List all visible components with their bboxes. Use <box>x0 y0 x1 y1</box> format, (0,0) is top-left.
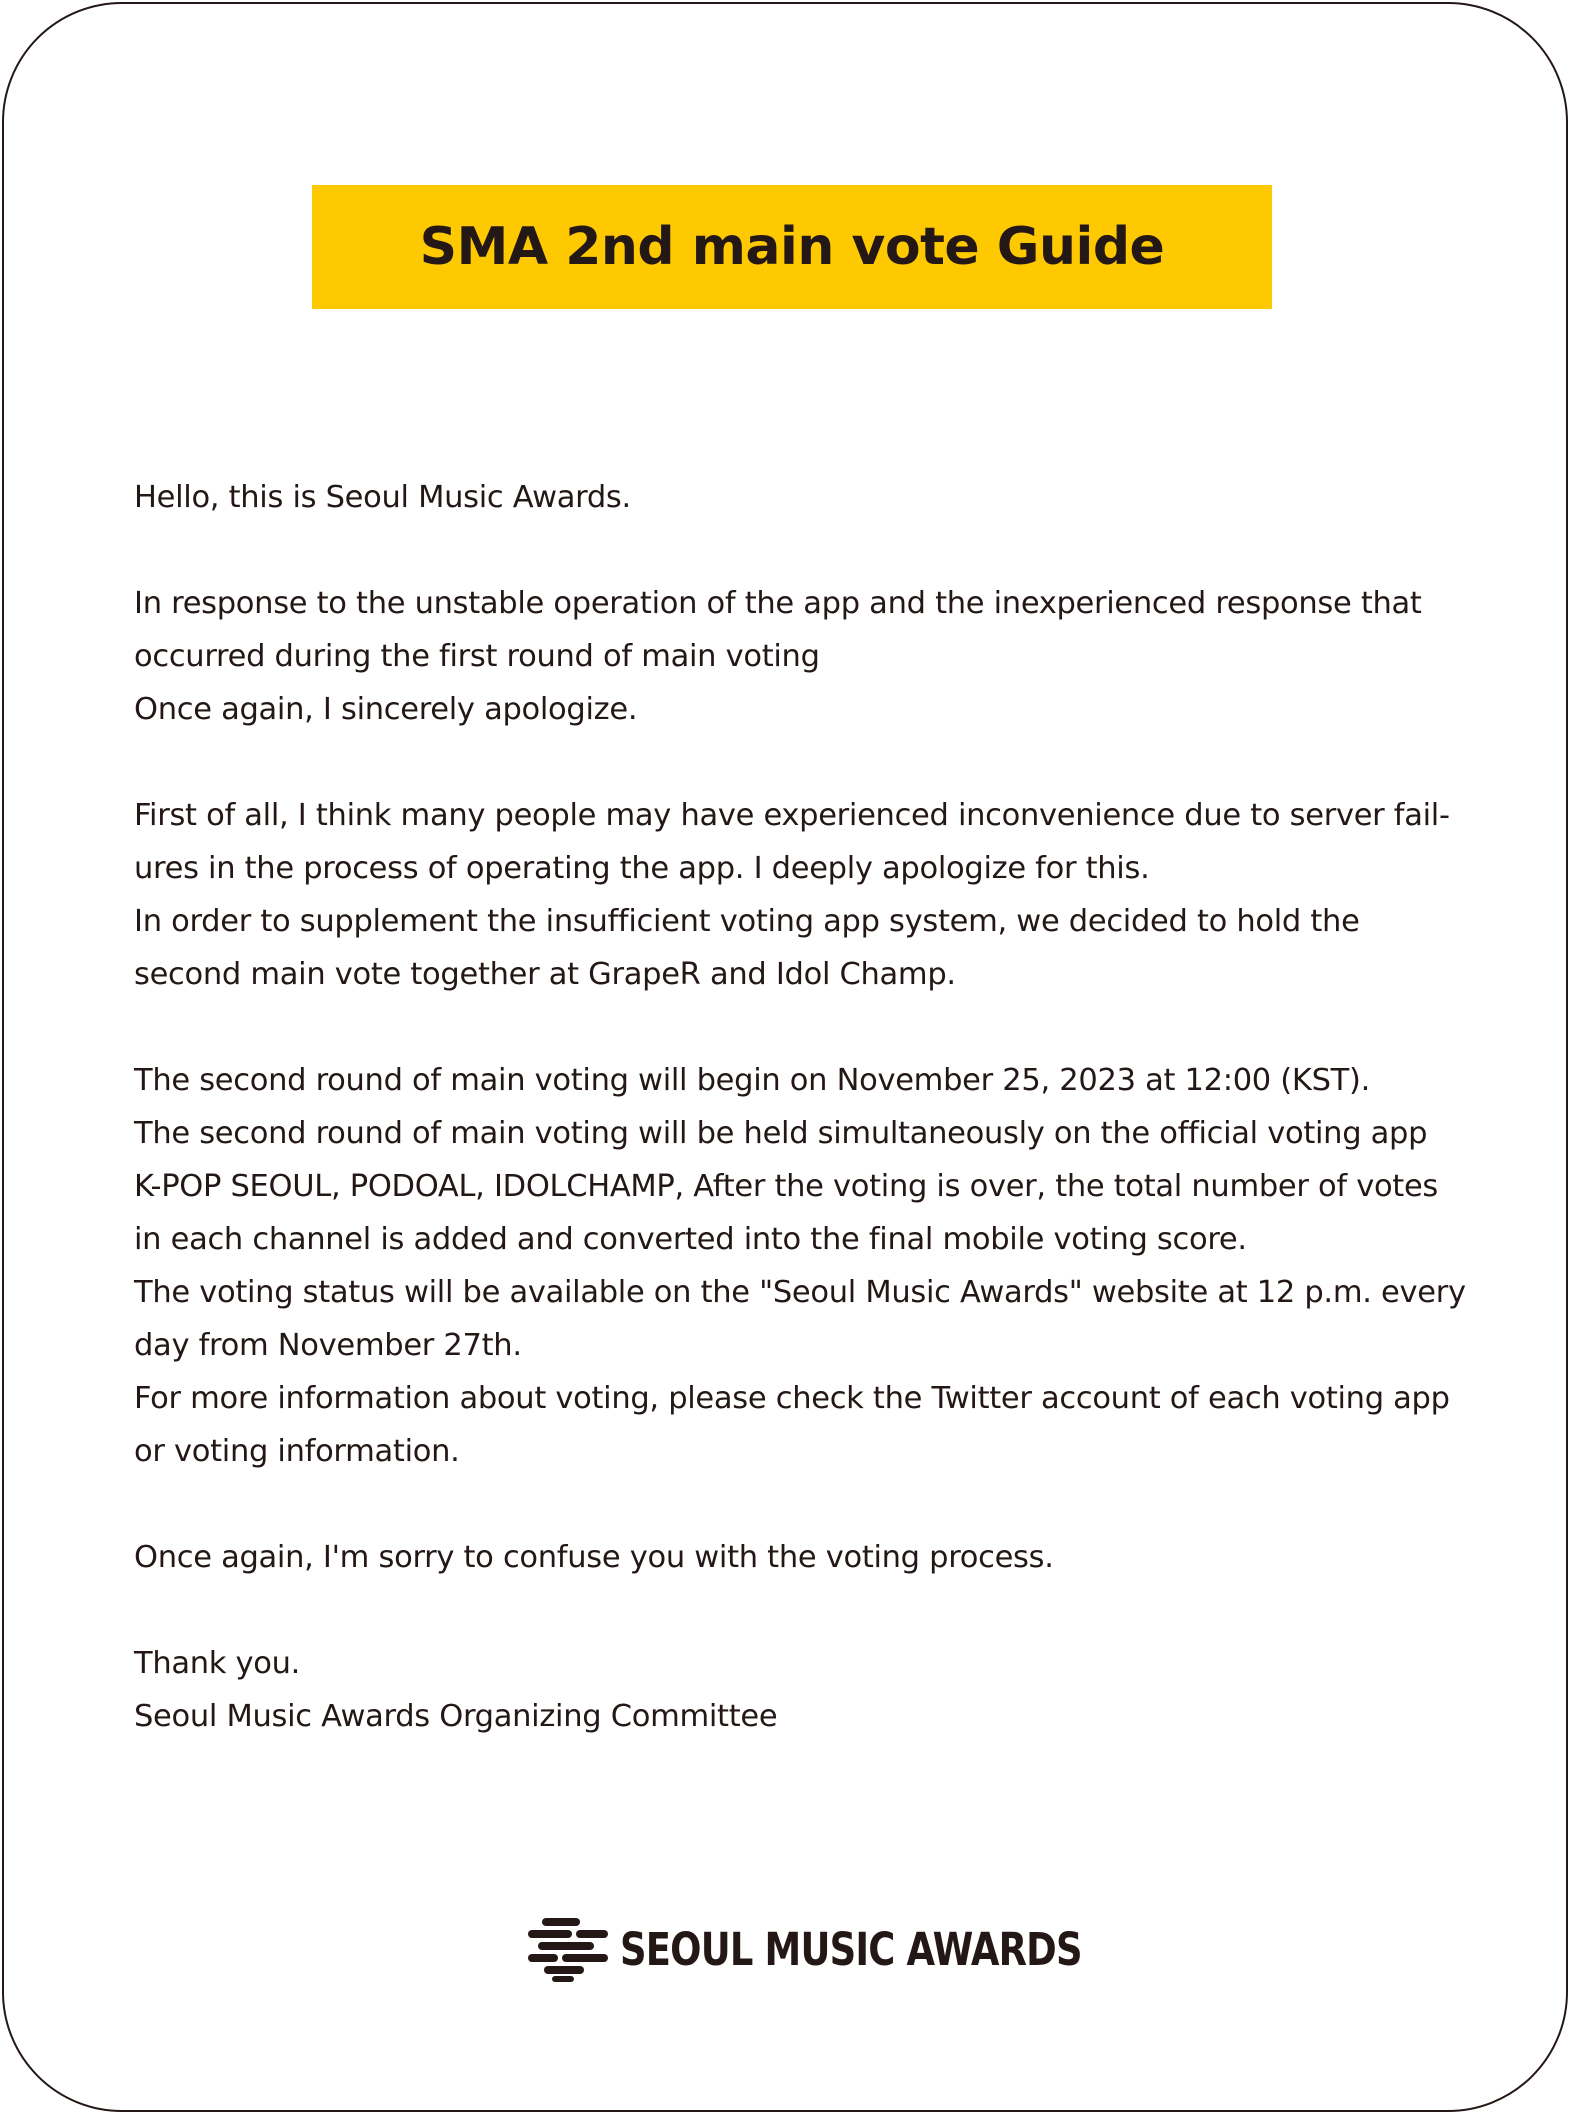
text-line: K-POP SEOUL, PODOAL, IDOLCHAMP, After the voting is over, the total number of votes <box>134 1169 1439 1204</box>
text-line: or voting information. <box>134 1434 460 1469</box>
paragraph-greeting <box>134 471 1464 524</box>
text-line: The voting status will be available on the "Seoul Music Awards" website at 12 p.m. every <box>134 1275 1466 1310</box>
title-banner <box>312 185 1272 309</box>
paragraph-signature <box>134 1637 1464 1743</box>
text-line: In order to supplement the insufficient voting app system, we decided to hold the <box>134 904 1360 939</box>
paragraph-closing-apology <box>134 1531 1464 1584</box>
text-line: The second round of main voting will begin on November 25, 2023 at 12:00 (KST). <box>134 1063 1370 1098</box>
text-line: Once again, I sincerely apologize. <box>134 692 638 727</box>
sma-logo <box>528 1914 1183 1984</box>
text-line: ures in the process of operating the app. I deeply apologize for this. <box>134 851 1150 886</box>
text-line: First of all, I think many people may have experienced inconvenience due to server fail- <box>134 798 1450 833</box>
text-line: The second round of main voting will be held simultaneously on the official voting app <box>134 1116 1428 1151</box>
text-line: For more information about voting, please check the Twitter account of each voting app <box>134 1381 1450 1416</box>
text-line: In response to the unstable operation of the app and the inexperienced response that <box>134 586 1422 621</box>
text-line: in each channel is added and converted into the final mobile voting score. <box>134 1222 1247 1257</box>
sma-logo-wordmark: SEOUL MUSIC AWARDS <box>620 1922 1082 1976</box>
text-line: second main vote together at GrapeR and Idol Champ. <box>134 957 956 992</box>
document-frame <box>2 2 1568 2112</box>
text-line: Seoul Music Awards Organizing Committee <box>134 1699 778 1734</box>
text-line: occurred during the first round of main voting <box>134 639 820 674</box>
text-line: Thank you. <box>134 1646 301 1681</box>
page-title: SMA 2nd main vote Guide <box>419 217 1165 277</box>
paragraph-apology <box>134 577 1464 736</box>
paragraph-server-failure <box>134 789 1464 1001</box>
text-line: Hello, this is Seoul Music Awards. <box>134 480 631 515</box>
paragraph-voting-schedule <box>134 1054 1464 1478</box>
text-line: day from November 27th. <box>134 1328 522 1363</box>
notice-body <box>134 471 1464 1743</box>
text-line: Once again, I'm sorry to confuse you with the voting process. <box>134 1540 1054 1575</box>
sma-logo-icon <box>528 1916 608 1982</box>
